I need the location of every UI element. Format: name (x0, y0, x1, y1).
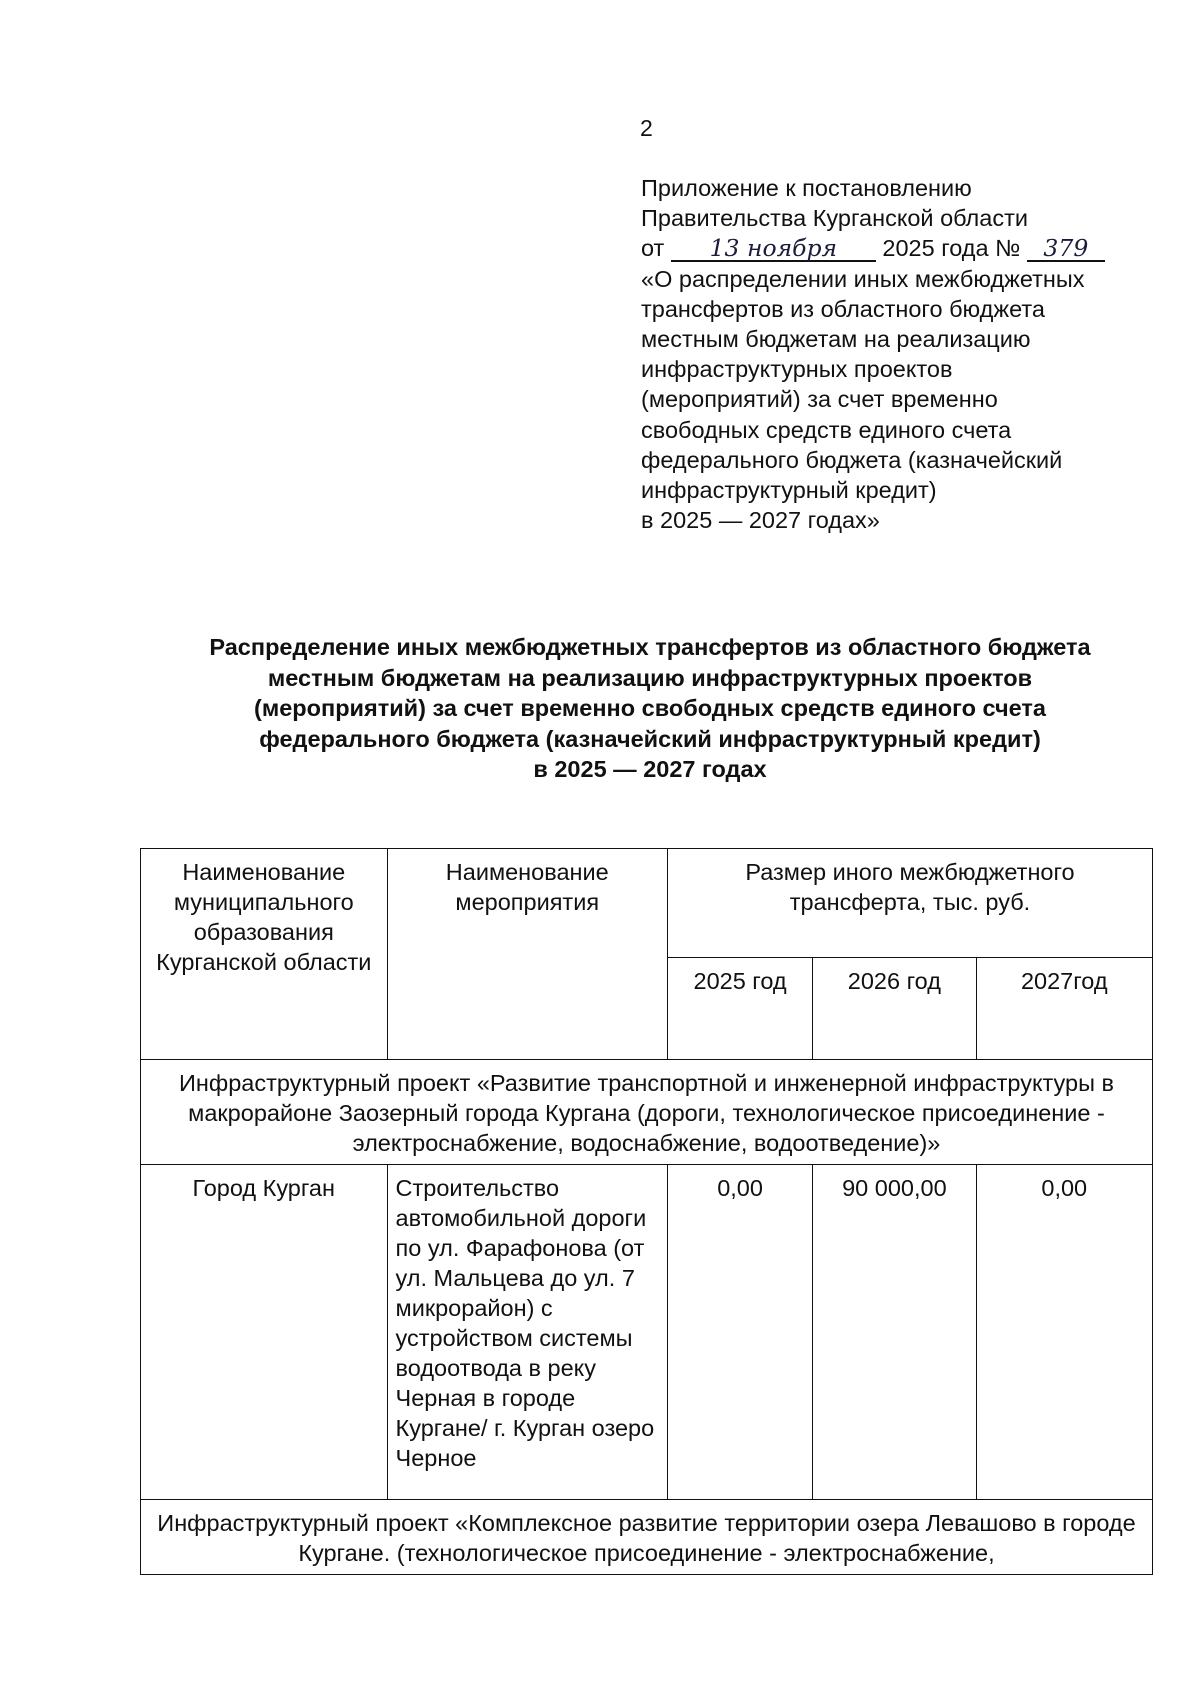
header-amount: Размер иного межбюджетного трансферта, тыс. руб. (667, 849, 1152, 958)
date-prefix: от (641, 235, 665, 262)
appendix-title-line: свободных средств единого счета (641, 416, 1012, 443)
cell-2027: 0,00 (976, 1165, 1152, 1500)
appendix-title-line: местным бюджетам на реализацию (641, 326, 1031, 353)
appendix-title-line: инфраструктурный кредит) (641, 477, 937, 504)
handwritten-date: 13 ноября (671, 236, 876, 262)
appendix-line-2: Правительства Курганской области (641, 205, 1028, 232)
page-number: 2 (640, 115, 653, 141)
table-row (141, 1165, 1153, 1500)
heading-line: (мероприятий) за счет временно свободных средств единого счета (254, 695, 1046, 721)
heading-line: федерального бюджета (казначейский инфраструктурный кредит) (259, 725, 1041, 752)
appendix-title-line: трансфертов из областного бюджета (641, 295, 1045, 322)
appendix-date-line (641, 233, 1161, 263)
header-year-2027: 2027год (976, 958, 1152, 1060)
project-title: Инфраструктурный проект «Развитие транспортной и инженерной инфраструктуры в макрорайоне Заозерный города Кургана (дороги, технологическое присоединение - электроснабжение, водоснабжение, водоотведение)» (141, 1060, 1153, 1165)
heading-line: в 2025 — 2027 годах (533, 756, 767, 782)
heading-line: Распределение иных межбюджетных трансфертов из областного бюджета (209, 634, 1091, 660)
project-row (141, 1060, 1153, 1165)
appendix-title-line: (мероприятий) за счет временно (641, 386, 998, 413)
distribution-table (140, 848, 1153, 1575)
cell-2025: 0,00 (667, 1165, 812, 1500)
header-year-2025: 2025 год (667, 958, 812, 1060)
project-row (141, 1500, 1153, 1575)
year-label: 2025 года № (882, 235, 1021, 262)
cell-activity: Строительство автомобильной дороги по ул. Фарафонова (от ул. Мальцева до ул. 7 микрорайон) с устройством системы водоотвода в реку Черная в городе Кургане/ г. Курган озеро Черное (387, 1165, 667, 1500)
header-year-2026: 2026 год (813, 958, 976, 1060)
appendix-title-line: в 2025 — 2027 годах» (641, 507, 880, 534)
cell-municipality: Город Курган (141, 1165, 388, 1500)
heading-line: местным бюджетам на реализацию инфраструктурных проектов (267, 664, 1033, 691)
appendix-title-line: федерального бюджета (казначейский (641, 446, 1063, 473)
appendix-title-line: «О распределении иных межбюджетных (641, 265, 1085, 292)
document-heading (130, 632, 1170, 785)
handwritten-number: 379 (1027, 236, 1105, 262)
appendix-line-1: Приложение к постановлению (641, 175, 972, 201)
header-activity: Наименование мероприятия (387, 849, 667, 1060)
cell-2026: 90 000,00 (813, 1165, 976, 1500)
project-title: Инфраструктурный проект «Комплексное развитие территории озера Левашово в городе Кургане. (технологическое присоединение - электроснабжение, (141, 1500, 1153, 1575)
appendix-title-line: инфраструктурных проектов (641, 356, 953, 383)
appendix-block (641, 173, 1161, 535)
header-row (141, 849, 1153, 958)
header-municipality: Наименование муниципального образования Курганской области (141, 849, 388, 1060)
